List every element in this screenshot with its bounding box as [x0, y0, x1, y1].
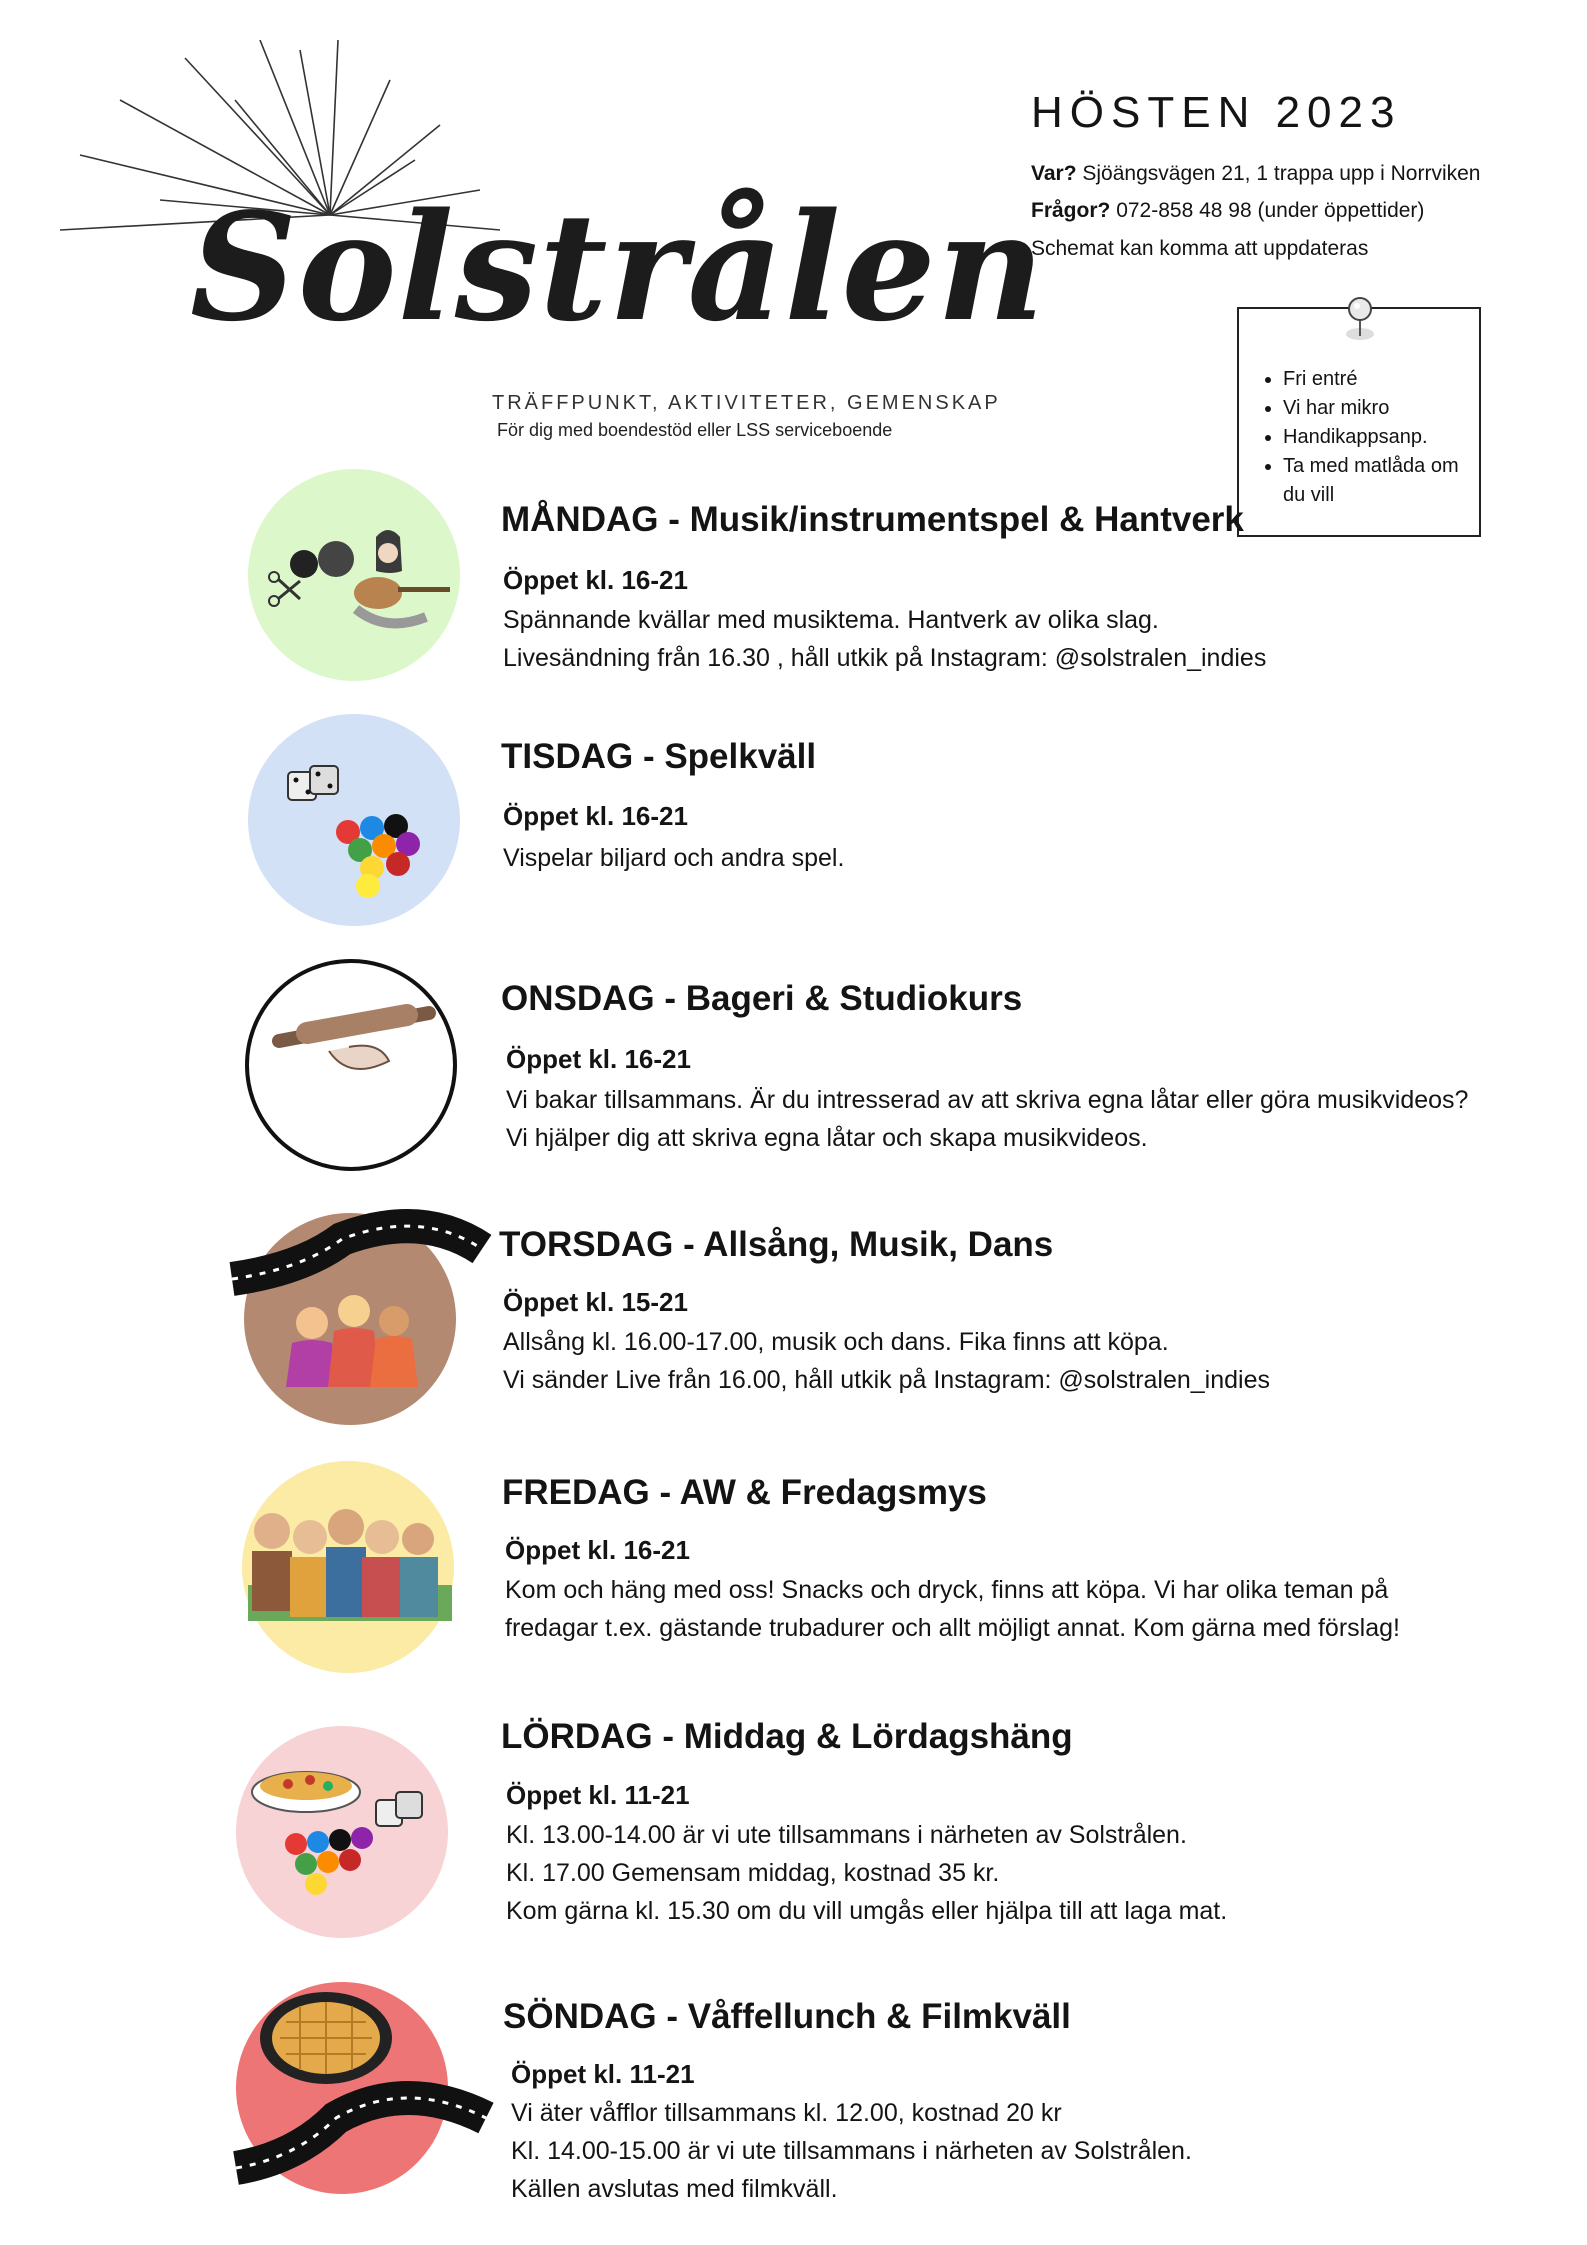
description-line: Vi sänder Live från 16.00, håll utkik på Instagram: @solstralen_indies	[503, 1366, 1271, 1394]
notice-item: • Handikappsanp.	[1283, 423, 1479, 452]
monday-hours: Öppet kl. 16-21	[503, 565, 688, 595]
sunday-description	[511, 2094, 1192, 2208]
friday-description	[505, 1571, 1400, 1647]
film-party-icon	[244, 1213, 456, 1425]
thursday-hours: Öppet kl. 15-21	[503, 1287, 688, 1317]
description-line: fredagar t.ex. gästande trubadurer och allt möjligt annat. Kom gärna med förslag!	[505, 1614, 1400, 1642]
phone-label: Frågor?	[1031, 199, 1111, 222]
monday-icon-circle	[248, 469, 460, 681]
description-line: Kom gärna kl. 15.30 om du vill umgås eller hjälpa till att laga mat.	[506, 1897, 1228, 1925]
schedule-note: Schemat kan komma att uppdateras	[1031, 237, 1369, 260]
wednesday-title: ONSDAG - Bageri & Studiokurs	[501, 979, 1023, 1018]
phone-line	[1031, 199, 1424, 223]
description-line: Vi hjälper dig att skriva egna låtar och skapa musikvideos.	[506, 1124, 1148, 1152]
description-line: Spännande kvällar med musiktema. Hantverk av olika slag.	[503, 606, 1159, 634]
sunday-icon-circle	[236, 1982, 448, 2194]
description-line: Livesändning från 16.30 , håll utkik på Instagram: @solstralen_indies	[503, 644, 1267, 672]
description-line: Vispelar biljard och andra spel.	[503, 844, 845, 872]
phone-value: 072-858 48 98 (under öppettider)	[1116, 199, 1425, 222]
notice-item: • Vi har mikro	[1283, 394, 1479, 423]
dice-billiards-icon	[248, 714, 460, 926]
friday-hours: Öppet kl. 16-21	[505, 1535, 690, 1565]
saturday-description	[506, 1816, 1227, 1930]
description-line: Allsång kl. 16.00-17.00, musik och dans. Fika finns att köpa.	[503, 1328, 1169, 1356]
logo-text: Solstrålen	[190, 180, 1046, 354]
notice-list	[1257, 365, 1479, 510]
music-craft-icon	[248, 469, 460, 681]
tuesday-title: TISDAG - Spelkväll	[501, 737, 817, 776]
sunday-title: SÖNDAG - Våffellunch & Filmkväll	[503, 1997, 1071, 2036]
monday-description	[503, 601, 1266, 677]
notice-item: • Fri entré	[1283, 365, 1479, 394]
pushpin-icon	[1340, 296, 1380, 344]
logo	[60, 40, 1046, 460]
description-line: Kl. 14.00-15.00 är vi ute tillsammans i närheten av Solstrålen.	[511, 2137, 1192, 2165]
tagline: TRÄFFPUNKT, AKTIVITETER, GEMENSKAP	[492, 392, 1001, 414]
rolling-pin-icon	[249, 963, 461, 1175]
wednesday-description	[506, 1081, 1468, 1157]
friday-icon-circle	[242, 1461, 454, 1673]
description-line: Vi äter våfflor tillsammans kl. 12.00, kostnad 20 kr	[511, 2099, 1062, 2127]
tuesday-icon-circle	[248, 714, 460, 926]
sunday-hours: Öppet kl. 11-21	[511, 2059, 695, 2089]
thursday-title: TORSDAG - Allsång, Musik, Dans	[499, 1225, 1054, 1264]
address-line	[1031, 162, 1480, 186]
notice-item: • Ta med matlåda om du vill	[1283, 452, 1479, 510]
dinner-games-icon	[236, 1726, 448, 1938]
saturday-icon-circle	[236, 1726, 448, 1938]
description-line: Kom och häng med oss! Snacks och dryck, finns att köpa. Vi har olika teman på	[505, 1576, 1389, 1604]
tuesday-description	[503, 839, 844, 877]
tuesday-hours: Öppet kl. 16-21	[503, 801, 688, 831]
audience-text: För dig med boendestöd eller LSS serviceboende	[497, 420, 893, 440]
friends-group-icon	[242, 1461, 454, 1673]
thursday-description	[503, 1323, 1270, 1399]
waffle-film-icon	[236, 1982, 448, 2194]
thursday-icon-circle	[244, 1213, 456, 1425]
description-line: Vi bakar tillsammans. Är du intresserad av att skriva egna låtar eller göra musikvideos?	[506, 1086, 1469, 1114]
description-line: Kl. 13.00-14.00 är vi ute tillsammans i närheten av Solstrålen.	[506, 1821, 1187, 1849]
friday-title: FREDAG - AW & Fredagsmys	[502, 1473, 987, 1512]
season-title: HÖSTEN 2023	[1031, 88, 1402, 137]
saturday-hours: Öppet kl. 11-21	[506, 1780, 690, 1810]
wednesday-icon-circle	[245, 959, 457, 1171]
description-line: Källen avslutas med filmkväll.	[511, 2175, 838, 2203]
description-line: Kl. 17.00 Gemensam middag, kostnad 35 kr.	[506, 1859, 1000, 1887]
address-label: Var?	[1031, 162, 1077, 185]
address-value: Sjöängsvägen 21, 1 trappa upp i Norrviken	[1082, 162, 1481, 185]
saturday-title: LÖRDAG - Middag & Lördagshäng	[501, 1717, 1073, 1756]
wednesday-hours: Öppet kl. 16-21	[506, 1044, 691, 1074]
monday-title: MÅNDAG - Musik/instrumentspel & Hantverk	[501, 500, 1244, 539]
